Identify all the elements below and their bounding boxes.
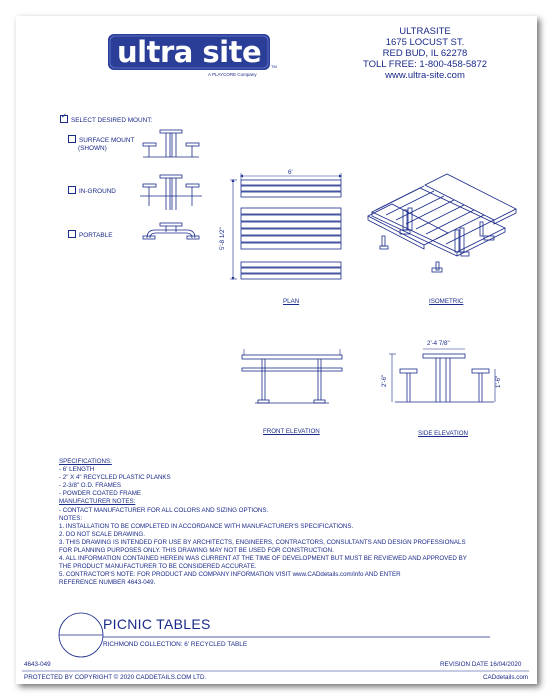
note-line: THE PRODUCT MANUFACTURER TO BE CONSIDERED ACCURATE. bbox=[59, 563, 257, 571]
mount-header-checkbox-icon: ✓ bbox=[60, 115, 68, 123]
company-address-line1: 1675 LOCUST ST. bbox=[385, 37, 465, 48]
logo-trademark: TM bbox=[271, 64, 277, 69]
in-ground-label: IN-GROUND bbox=[79, 188, 116, 195]
logo-tagline: A PLAYCORE Company bbox=[208, 72, 257, 77]
note-line: 2. DO NOT SCALE DRAWING. bbox=[59, 530, 145, 538]
front-elevation-label: FRONT ELEVATION bbox=[263, 428, 320, 435]
surface-mount-icon bbox=[143, 130, 199, 157]
seat-height-dimension: 1'-6" bbox=[495, 375, 502, 388]
isometric-label: ISOMETRIC bbox=[429, 298, 464, 305]
side-elevation-drawing bbox=[389, 349, 495, 402]
spec-item: - 2-3/8" O.D. FRAMES bbox=[59, 482, 122, 490]
surface-mount-sub: (SHOWN) bbox=[78, 145, 107, 152]
manufacturer-notes-header: MANUFACTURER NOTES: bbox=[59, 498, 136, 506]
company-website[interactable]: www.ultra-site.com bbox=[385, 70, 465, 81]
specifications-header: SPECIFICATIONS: bbox=[59, 458, 112, 465]
reference-number: 4643-049 bbox=[24, 661, 51, 668]
side-width-dimension: 2'-4 7/8" bbox=[427, 340, 450, 347]
portable-label: PORTABLE bbox=[79, 232, 113, 239]
note-line: 4. ALL INFORMATION CONTAINED HEREIN WAS CURRENT AT THE TIME OF DEVELOPMENT BUT MUST BE REVIEWED AND APPROVED BY bbox=[59, 555, 467, 563]
mount-header-label: SELECT DESIRED MOUNT: bbox=[71, 117, 153, 124]
spec-item: - 6' LENGTH bbox=[59, 466, 95, 474]
note-line: 1. INSTALLATION TO BE COMPLETED IN ACCORDANCE WITH MANUFACTURER'S SPECIFICATIONS. bbox=[59, 522, 354, 530]
company-name: ULTRASITE bbox=[399, 26, 451, 37]
drawing-subtitle: RICHMOND COLLECTION: 6' RECYCLED TABLE bbox=[103, 641, 248, 648]
notes-header: NOTES: bbox=[59, 514, 83, 522]
side-elevation-label: SIDE ELEVATION bbox=[418, 430, 468, 437]
plan-label: PLAN bbox=[283, 298, 300, 305]
in-ground-icon bbox=[140, 175, 202, 210]
note-line: 5. CONTRACTOR'S NOTE: FOR PRODUCT AND COMPANY INFORMATION VISIT www.CADdetails.com/info AND ENTER bbox=[59, 571, 401, 579]
side-height-dimension: 2'-6" bbox=[381, 374, 388, 387]
note-line: REFERENCE NUMBER 4643-049. bbox=[59, 579, 156, 587]
plan-depth-dimension: 5'-8 1/2" bbox=[219, 227, 226, 250]
drawing-title: PICNIC TABLES bbox=[103, 616, 211, 632]
notes-section bbox=[59, 458, 467, 588]
front-elevation-drawing bbox=[242, 349, 342, 403]
spec-item: - 2" X 4" RECYCLED PLASTIC PLANKS bbox=[59, 474, 171, 482]
company-address-line2: RED BUD, IL 62278 bbox=[382, 48, 468, 59]
plan-width-dimension: 6' bbox=[288, 169, 293, 176]
note-line: FOR PLANNING PURPOSES ONLY. THIS DRAWING MAY NOT BE USED FOR CONSTRUCTION. bbox=[59, 547, 334, 555]
isometric-drawing bbox=[368, 174, 516, 272]
manufacturer-note-item: - CONTACT MANUFACTURER FOR ALL COLORS AND SIZING OPTIONS. bbox=[59, 506, 269, 514]
portable-icon bbox=[143, 223, 199, 239]
logo-wordmark: ultra site bbox=[117, 35, 262, 69]
revision-date: REVISION DATE 16/04/2020 bbox=[440, 661, 522, 668]
note-line: 3. THIS DRAWING IS INTENDED FOR USE BY ARCHITECTS, ENGINEERS, CONTRACTORS, CONSULTANTS AND DESIGN PROFESSIONALS bbox=[59, 538, 466, 546]
company-phone: TOLL FREE: 1-800-458-5872 bbox=[362, 59, 488, 70]
copyright-notice: PROTECTED BY COPYRIGHT © 2020 CADDETAILS.COM LTD. bbox=[24, 674, 207, 681]
plan-view-drawing bbox=[230, 173, 341, 279]
surface-mount-label: SURFACE MOUNT bbox=[79, 137, 135, 144]
caddetails-link[interactable]: CADdetails.com bbox=[483, 674, 529, 681]
spec-item: - POWDER COATED FRAME bbox=[59, 490, 142, 498]
